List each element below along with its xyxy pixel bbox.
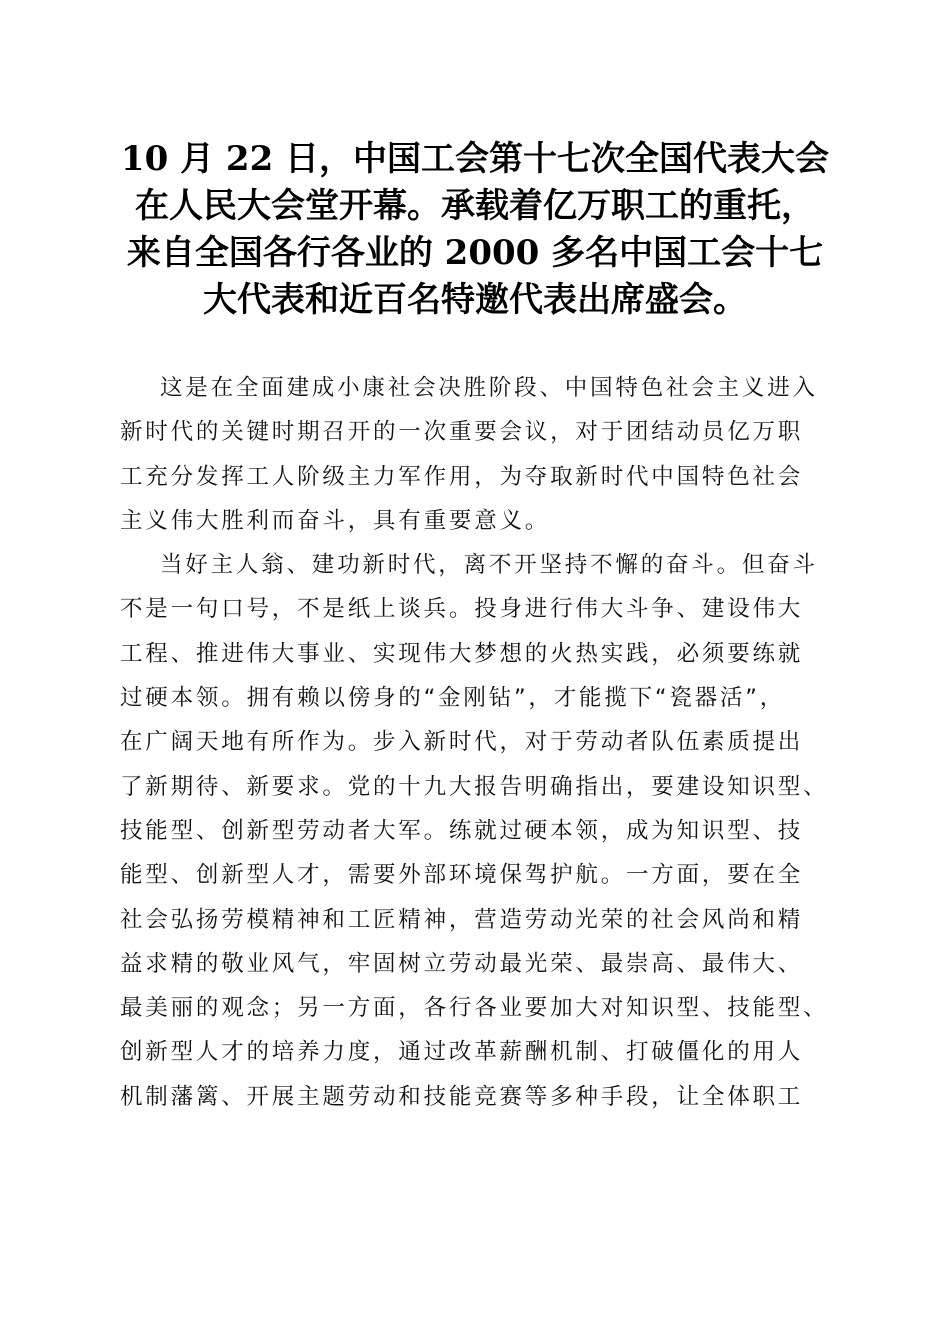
title-line: 在人民大会堂开幕。承载着亿万职工的重托， [135,186,815,226]
title-line: 来自全国各行各业的 2000 多名中国工会十七 [126,233,824,273]
paragraph-line: 主义伟大胜利而奋斗，具有重要意义。 [120,507,551,534]
paragraph-line: 社会弘扬劳模精神和工匠精神，营造劳动光荣的社会风尚和精 [120,906,804,933]
paragraph-1 [120,366,840,543]
paragraph-line: 益求精的敬业风气，牢固树立劳动最光荣、最崇高、最伟大、 [120,950,804,977]
title-line: 10 月 22 日，中国工会第十七次全国代表大会 [120,139,830,179]
article-title [110,136,840,324]
paragraph-line: 过硬本领。拥有赖以傍身的“金刚钻”，才能揽下“瓷器活”， [120,685,786,712]
paragraph-line: 不是一句口号，不是纸上谈兵。投身进行伟大斗争、建设伟大 [120,596,804,623]
paragraph-line: 当好主人翁、建功新时代，离不开坚持不懈的奋斗。但奋斗 [160,552,818,579]
paragraph-line: 创新型人才的培养力度，通过改革薪酬机制、打破僵化的用人 [120,1039,804,1066]
paragraph-line: 最美丽的观念；另一方面，各行各业要加大对知识型、技能型、 [120,995,829,1022]
paragraph-line: 机制藩篱、开展主题劳动和技能竞赛等多种手段，让全体职工 [120,1083,804,1110]
paragraph-line: 新时代的关键时期召开的一次重要会议，对于团结动员亿万职 [120,419,804,446]
paragraph-2 [120,543,840,1119]
paragraph-line: 技能型、创新型劳动者大军。练就过硬本领，成为知识型、技 [120,817,804,844]
paragraph-line: 工充分发挥工人阶级主力军作用，为夺取新时代中国特色社会 [120,463,804,490]
article-body [120,366,840,1119]
paragraph-line: 了新期待、新要求。党的十九大报告明确指出，要建设知识型、 [120,773,829,800]
paragraph-line: 工程、推进伟大事业、实现伟大梦想的火热实践，必须要练就 [120,640,804,667]
paragraph-line: 在广阔天地有所作为。步入新时代，对于劳动者队伍素质提出 [120,729,804,756]
paragraph-line: 能型、创新型人才，需要外部环境保驾护航。一方面，要在全 [120,862,804,889]
title-line: 大代表和近百名特邀代表出席盛会。 [203,280,747,320]
paragraph-line: 这是在全面建成小康社会决胜阶段、中国特色社会主义进入 [160,375,818,401]
